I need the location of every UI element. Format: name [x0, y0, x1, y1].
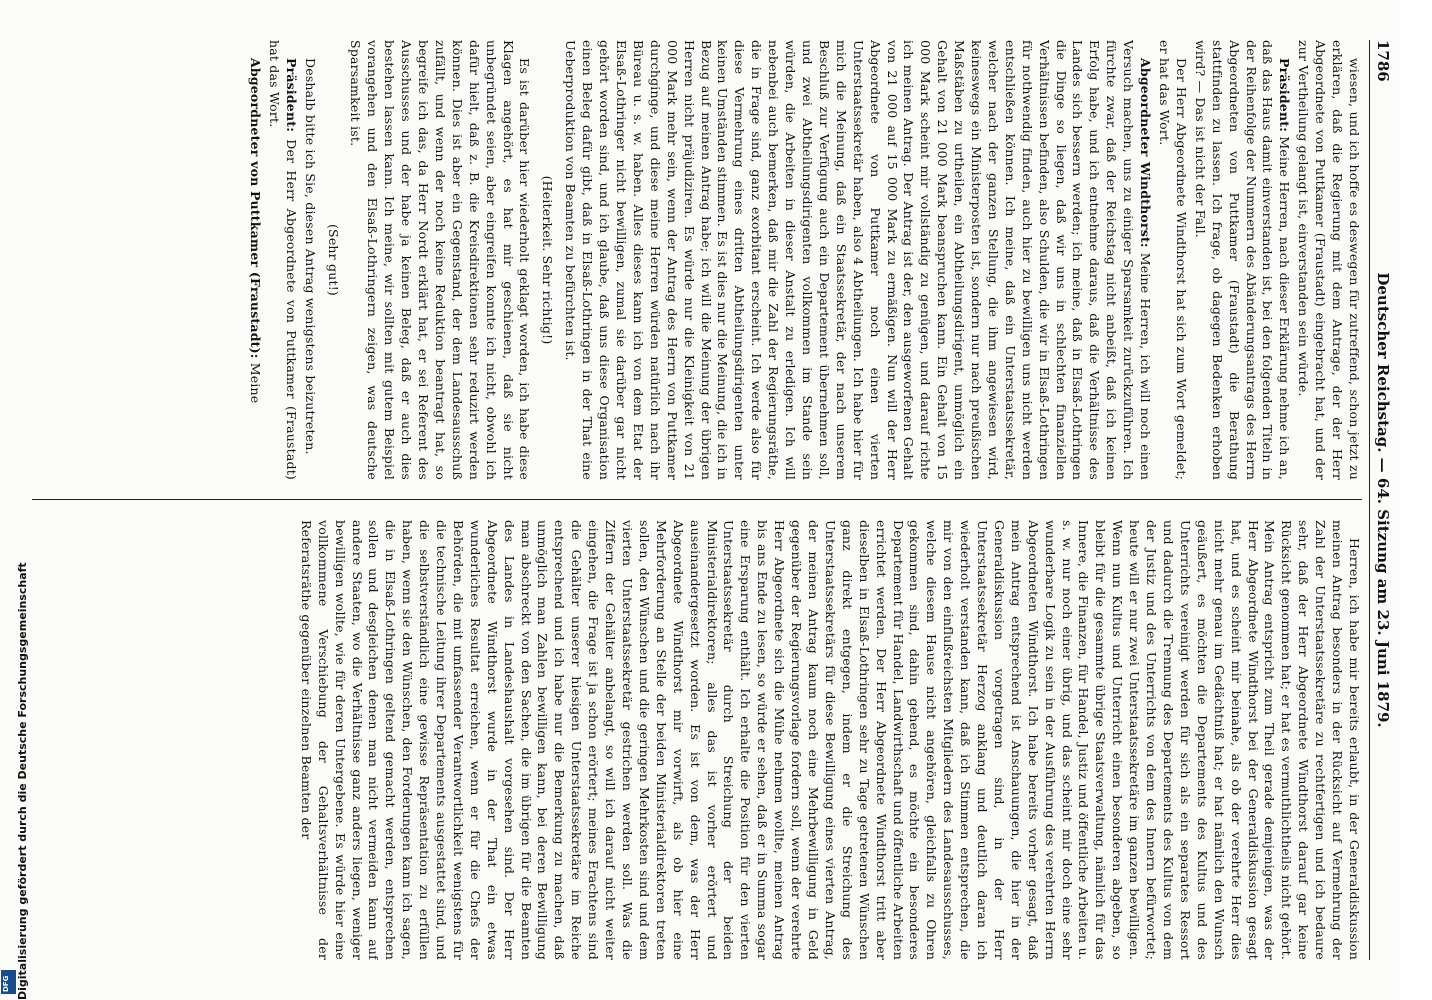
page-header [1370, 40, 1396, 960]
paragraph-text: Deshalb bitte ich Sie, diesen Antrag wenigstens beizutreten. [302, 58, 318, 455]
dfg-logo: DFG [1, 970, 16, 994]
interjection [539, 40, 556, 480]
paragraph [301, 40, 318, 480]
paragraph-text: Es ist darüber hier wiederholt geklagt worden, ich habe diese Klagen angehört, es hat mir geschienen, daß sie nicht unbegründet seien, aber eingreifen konnte ich nicht, obwohl ich dafür hielt, daß z. B. die Kreisdirektionen sehr reduzirt werden können. Dies ist aber ein Gegenstand, der dem Landesausschuß zufällt, und wenn der noch keine Reduktion beantragt hat, so begreife ich das, da Herr Nordt erklärt hat, er sei Referent des Ausschusses und der habe ja keinen Beleg, daß er auch dies bestehen lassen kann. Ich meine, wir sollten mit gutem Beispiel vorangehen und den Elsaß-Lothringern zeigen, was deutsche Sparsamkeit ist. [348, 40, 533, 480]
interjection [324, 40, 341, 480]
paragraph [1294, 40, 1362, 480]
left-text-column [22, 40, 1362, 480]
speaker-name: Präsident: [1277, 58, 1293, 133]
paragraph-text: Der Herr Abgeordnete von Puttkamer (Fraustadt) hat das Wort. [266, 40, 299, 480]
page-title: Deutscher Reichstag. — 64. Sitzung am 23. Juni 1879. [1374, 272, 1392, 728]
speaker-name: Abgeordneter von Puttkamer (Fraustadt): [247, 58, 263, 359]
paragraph [297, 520, 1362, 960]
paragraph [1155, 40, 1189, 480]
right-text-column [22, 520, 1362, 960]
header-rule [1369, 40, 1370, 960]
column-divider [32, 499, 1362, 500]
paragraph-text: wiesen, und ich hoffe es deswegen für zutreffend, schon jetzt zu erklären, daß die Regierung mit dem Antrage, der der Herr Abgeordnete von Puttkamer (Fraustadt) eingebracht hat, und der zur Vertheilung gelangt ist, einverstanden sein würde. [1296, 40, 1362, 480]
paragraph [246, 40, 263, 480]
paragraph [347, 40, 533, 480]
paragraph-text: (Sehr gut!) [325, 223, 341, 296]
paragraph [265, 40, 299, 480]
digitization-note: Digitalisierung gefördert durch die Deutsche Forschungsgemeinschaft [16, 562, 29, 1000]
paragraph-text: Der Herr Abgeordnete Windthorst hat sich zum Wort gemeldet; er hat das Wort. [1157, 40, 1189, 480]
paragraph-text: Meine [247, 358, 263, 404]
speaker-name: Abgeordneter Windthorst: [1138, 58, 1154, 248]
page-number: 1786 [1374, 40, 1392, 82]
paragraph-text: Meine Herren, ich will noch einen Versuch machen, uns zu einiger Sparsamkeit zurückzuführen. Ich fürchte zwar, daß der Reichstag nicht anbeißt, daß ich keinen Erfolg habe, und ich entnehme daraus, daß die Verhältnisse des Landes sich bessern werden; ich meine, daß in Elsaß-Lothringen die Dinge so liegen, daß wir uns in schlechten finanziellen Verhältnissen befinden, also Schulden, die wir in Elsaß-Lothringen für nothwendig finden, auch hier zu bewilligen uns nicht werden entschließen können. Ich meine, daß ein Unterstaatssekretär, welcher nach der ganzen Stellung, die ihm angewiesen wird, keineswegs ein Ministerposten ist, sondern nur nach preußischen Maßstäben zu urtheilen, ein Abtheilungsdirigent, unmöglich ein Gehalt von 21 000 Mark beanspruchen kann. Ein Gehalt von 15 000 Mark scheint mir vollständig zu genügen, und darauf richte ich meinen Antrag. Der Antrag ist der, den ausgeworfenen Gehalt von 21 000 auf 15 000 Mark zu ermäßigen. Nun will der Herr Abgeordnete von Puttkamer noch einen vierten Unterstaatssekretär haben, also 4 Abtheilungen. Ich habe hier für mich die Meinung, daß ein Staatssekretär, der nach unserem Beschluß zur Verfügung auch ein Departement übernehmen soll, und zwei Abtheilungsdirigenten vollkommen im Stande sein würden, die Arbeiten in dieser Anstalt zu erledigen. Ich will nebenbei auch bemerken, daß mir die Zahl der Regierungsräthe, die in Frage sind, ganz exorbitant erscheint. Ich werde also für diese Vermehrung eines dritten Abtheilungsdirigenten unter keinen Umständen stimmen. Es ist dies nur die Meinung, die ich in Bezug auf meinen Antrag habe; ich will die Meinung der übrigen Herren nicht präjudiziren. Es würde nur die Kleinigkeit von 21 000 Mark mehr sein, wenn der Antrag des Herrn von Puttkamer durchginge, und diese meine Herren würden natürlich nach ihr Büreau u. s. w. haben. Alles dieses kann ich von dem Etat der Elsaß-Lothringer nicht bewilligen, zumal sie darüber gar nicht gehört worden sind, und ich glaube, daß uns diese Organisation einen Beleg dafür gibt, daß in Elsaß-Lothringen in der That eine Ueberproduktion von Beamten zu befürchten ist. [563, 40, 1154, 480]
paragraph-text: Meine Herren, nach dieser Erklärung nehme ich an, daß das Haus damit einverstanden ist, bei den folgenden Titeln in der Reihenfolge der Nummern des Abänderungsantrags des Herrn Abgeordneten von Puttkamer (Fraustadt) die Berathung stattfinden zu lassen. Ich frage, ob dagegen Bedenken erhoben wird? — Das ist nicht der Fall. [1192, 40, 1293, 480]
paragraph [1191, 40, 1292, 480]
digitization-footer [0, 0, 29, 1000]
paragraph-text: (Heiterkeit. Sehr richtig!) [540, 175, 556, 345]
paragraph-text: Herren, ich habe mir bereits erlaubt, in der Generaldiskussion meinen Antrag besonders in der Rücksicht auf Vermehrung der Zahl der Unterstaatssekretäre zu rechtfertigen und ich bedaure sehr, daß der Herr Abgeordnete Windthorst darauf gar keine Rücksicht genommen hat; er hat es vermuthlichtheils nicht gehört. Mein Antrag entspricht zum Theil gerade demjenigen, was der Herr Abgeordnete Windthorst bei der Generaldiskussion gesagt hat, und es scheint mir beinahe, als ob der verehrte Herr dies nicht mehr genau im Gedächtniß hat; er hat nämlich den Wunsch geäußert, es möchten die Departements des Kultus und des Unterrichts vereinigt werden für sich als ein separates Ressort und dadurch die Trennung des Departements des Kultus von dem der Justiz und des Unterrichts von dem des Innern befürwortet; heute will er nur zwei Unterstaatssekretäre im ganzen bewilligen. Wenn nun Kultus und Unterricht einen besonderen abgeben, so bleibt für die gesammte übrige Staatsverwaltung, nämlich für das Innere, die Finanzen, für Handel, Justiz und öffentliche Arbeiten u. s. w. nur noch einer übrig, und das scheint mir doch eine sehr wunderbare Logik zu sein in der Ausführung des verehrten Herrn Abgeordneten Windthorst. Ich habe bereits vorher gesagt, daß mein Antrag entsprechend ist Anschauungen, die hier in der Generaldiskussion vorgetragen sind, in der Herr Unterstaatssekretär Herzog anklang und deutlich daran ich wiederholt verstanden kann, daß ich Stimmen entsprechen, die mir von den einflußreichsten Mitgliedern des Landesausschusses, welche diesem Hause nicht angehören, gleichfalls zu Ohren gekommen sind, dahin gehend, es möchte ein besonderes Departement für Handel, Landwirthschaft und öffentliche Arbeiten errichtet werden. Der Herr Abgeordnete Windthorst tritt aber dieselben in Elsaß-Lothringen sehr zu Tage getretenen Wünschen ganz direkt entgegen, indem er die Streichung des Unterstaatssekretärs für diese Bewilligung eines vierten Antrag, der meinen Antrag kaum noch eine Mehrbewilligung in Geld gegenüber der Regierungsvorlage fordern soll, wenn der verehrte Herr Abgeordnete sich die Mühe nehmen wollte, meinen Antrag bis ans Ende zu lesen, so würde er sehen, daß er in Summa sogar eine Ersparung enthält. Ich erhalte die Position für den vierten Unterstaatssekretär durch Streichung der beiden Ministerialdirektoren; alles das ist vorher erörtert und auseinandergesetzt worden. Es ist von dem, was der Herr Abgeordnete Windthorst mir vorwirft, als ob hier eine Mehrforderung an Stelle der beiden Ministerialdirektoren treten sollen, den Wünschen und die geringen Mehrkosten sind und dem vierten Unterstaatssekretär gestrichen werden soll. Was die Ziffern der Gehälter anbelangt, so will ich darauf nicht weiter eingehen, die Frage ist ja schon erörtert; meines Erachtens sind die Gehälter unserer hiesigen Unterstaatssekretäre im Reiche entsprechend und ich habe nur die Bemerkung zu machen, daß unmöglich man Zahlen bewilligen kann, bei deren Bewilligung man abschreckt von den Sachen, die im übrigen für die Beamten des Landes in Landeshaushalt vorgesehen sind. Der Herr Abgeordnete Windthorst wurde in der That ein etwas wunderliches Resultat erreichen, wenn er für die Chefs der Behörden, die mit umfassender Verantwortlichkeit wenigstens für die technische Leitung ihrer Departements ausgestattet sind, und die selbstverständlich eine gewisse Repräsentation zu erfüllen haben, wenn sie den Wünschen, den Forderungen kann ich sagen, die in Elsaß-Lothringen geltend gemacht werden, entsprechen sollen und desgleichen denen man nicht vermeiden kann auf andere Staaten, wo die Verhältnisse ganz anders liegen, weniger bewilligen wollte, wie für deren Untergebene. Es würde hier eine vollkommene Verschiebung der Gehaltsverhältnisse der Referatsräthe gegenüber einzelnen Beamten der [298, 520, 1362, 960]
paragraph [561, 40, 1153, 480]
speaker-name: Präsident: [283, 58, 299, 133]
